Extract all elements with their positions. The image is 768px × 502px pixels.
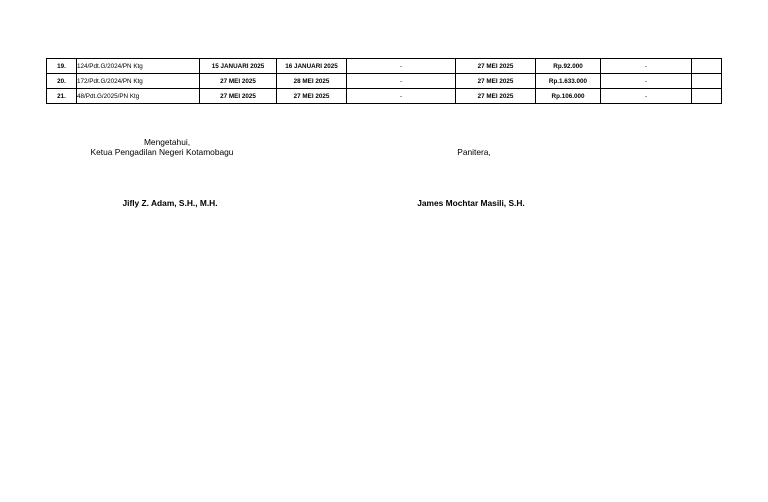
dash-cell: - — [601, 89, 692, 104]
table-row — [47, 74, 722, 89]
dash-cell: - — [347, 74, 456, 89]
amount-cell: Rp.1.633.000 — [536, 74, 601, 89]
blank-cell — [692, 59, 722, 74]
dash-cell: - — [347, 59, 456, 74]
date-cell: 27 MEI 2025 — [456, 89, 536, 104]
blank-cell — [692, 74, 722, 89]
table-row — [47, 89, 722, 104]
case-number: 48/Pdt.G/2025/PN Ktg — [77, 89, 200, 104]
case-number: 124/Pdt.G/2024/PN Ktg — [77, 59, 200, 74]
dash-cell: - — [601, 74, 692, 89]
court-head-title: Ketua Pengadilan Negeri Kotamobagu — [90, 147, 234, 157]
registrar-name: James Mochtar Masili, S.H. — [417, 198, 525, 208]
date-cell: 16 JANUARI 2025 — [277, 59, 347, 74]
acknowledgement-label: Mengetahui, — [143, 137, 191, 147]
case-table — [46, 58, 722, 104]
blank-cell — [692, 89, 722, 104]
case-number: 172/Pdt.G/2024/PN Ktg — [77, 74, 200, 89]
date-cell: 27 MEI 2025 — [277, 89, 347, 104]
amount-cell: Rp.106.000 — [536, 89, 601, 104]
dash-cell: - — [601, 59, 692, 74]
row-number: 21. — [47, 89, 77, 104]
court-head-name: Jifly Z. Adam, S.H., M.H. — [122, 198, 218, 208]
date-cell: 27 MEI 2025 — [200, 89, 277, 104]
date-cell: 28 MEI 2025 — [277, 74, 347, 89]
table-body — [47, 59, 722, 104]
date-cell: 27 MEI 2025 — [456, 74, 536, 89]
registrar-title: Panitera, — [457, 147, 491, 157]
row-number: 20. — [47, 74, 77, 89]
date-cell: 15 JANUARI 2025 — [200, 59, 277, 74]
date-cell: 27 MEI 2025 — [200, 74, 277, 89]
date-cell: 27 MEI 2025 — [456, 59, 536, 74]
row-number: 19. — [47, 59, 77, 74]
amount-cell: Rp.92.000 — [536, 59, 601, 74]
dash-cell: - — [347, 89, 456, 104]
table-row — [47, 59, 722, 74]
